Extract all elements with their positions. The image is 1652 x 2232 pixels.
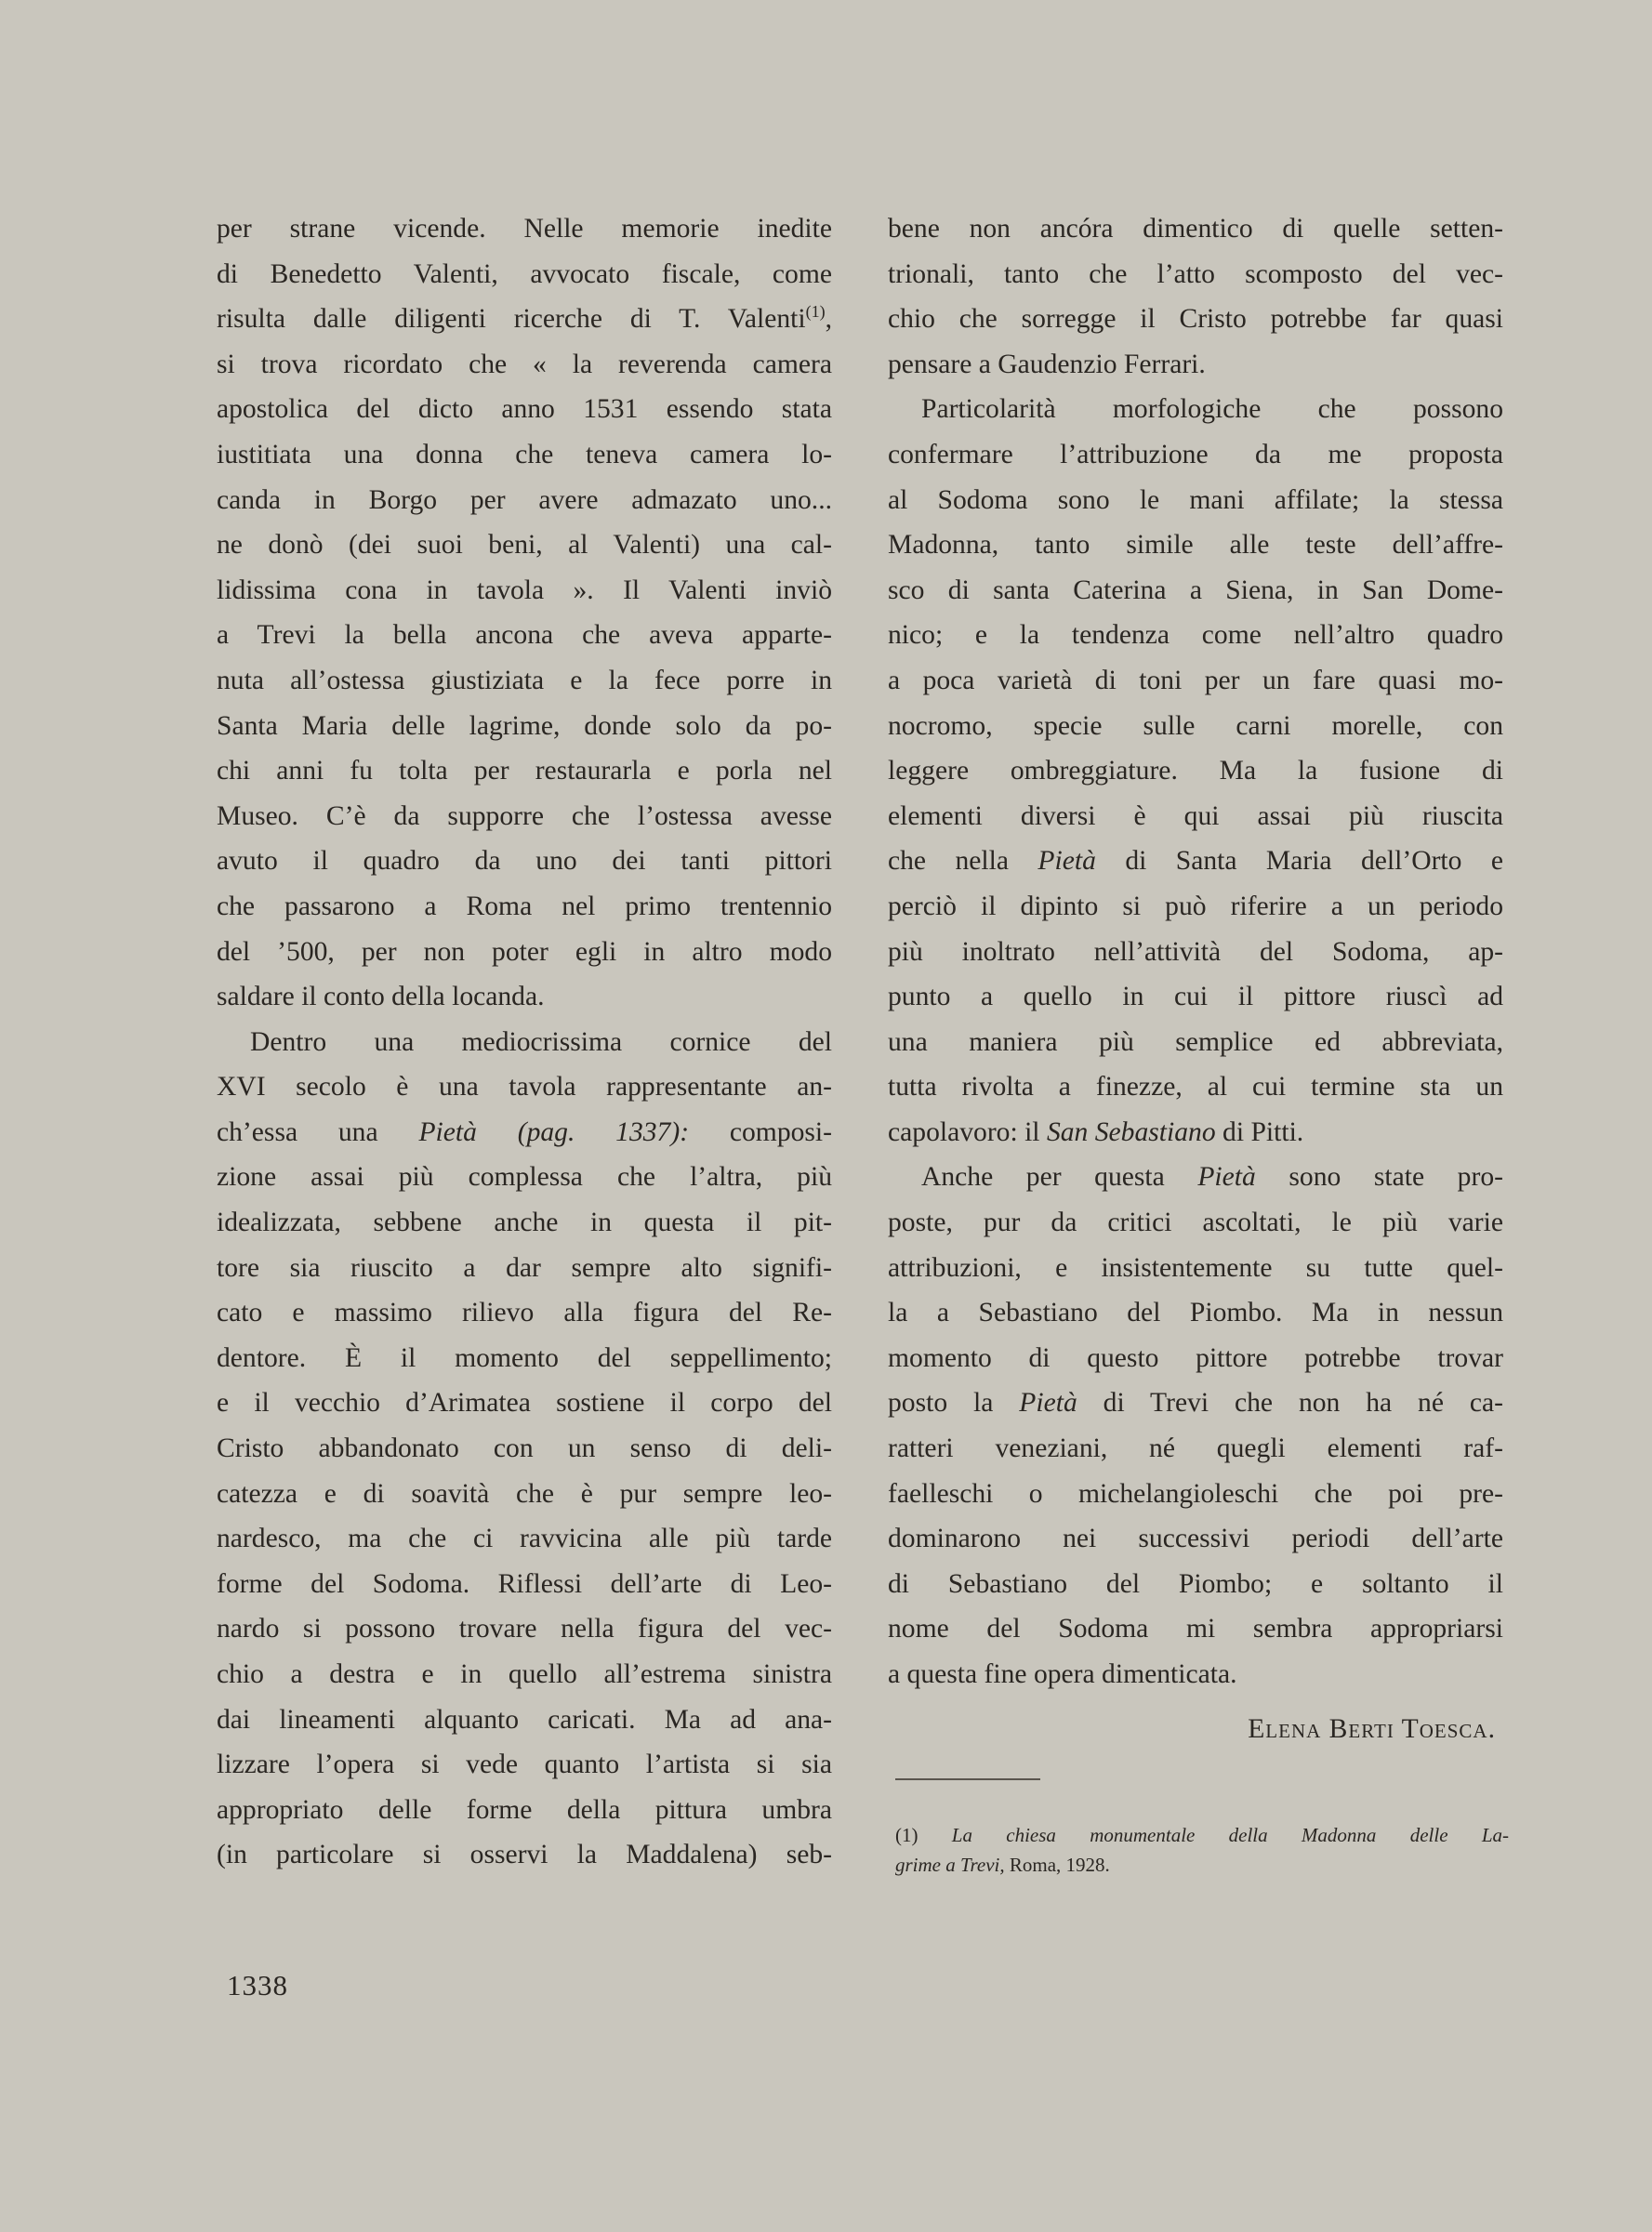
text-line: trionali, tanto che l’atto scomposto del vec- xyxy=(888,258,1503,289)
text-line: Dentro una mediocrissima cornice del xyxy=(250,1026,832,1057)
text-line: leggere ombreggiature. Ma la fusione di xyxy=(888,756,1503,786)
text-line: posto la Pietà di Trevi che non ha né ca- xyxy=(888,1388,1504,1419)
text-line: catezza e di soavità che è pur sempre leo- xyxy=(217,1478,832,1509)
text-line: ne donò (dei suoi beni, al Valenti) una cal- xyxy=(217,530,832,561)
text-line: tore sia riuscito a dar sempre alto signifi- xyxy=(217,1252,832,1283)
text-line: che nella Pietà di Santa Maria dell’Orto e xyxy=(888,846,1503,877)
text-line: Particolarità morfologiche che possono xyxy=(921,394,1503,425)
text-line: sco di santa Caterina a Siena, in San Dome- xyxy=(888,575,1503,605)
text-line: nardo si possono trovare nella figura del vec- xyxy=(217,1614,832,1644)
text-line: che passarono a Roma nel primo trentennio xyxy=(217,891,832,921)
text-line: a questa fine opera dimenticata. xyxy=(888,1659,1237,1689)
text-line: dai lineamenti alquanto caricati. Ma ad ana- xyxy=(217,1704,832,1735)
text-line: idealizzata, sebbene anche in questa il pit- xyxy=(217,1208,832,1238)
text-line: di Benedetto Valenti, avvocato fiscale, come xyxy=(217,258,832,289)
text-line: poste, pur da critici ascoltati, le più varie xyxy=(888,1208,1503,1238)
text-line: capolavoro: il San Sebastiano di Pitti. xyxy=(888,1116,1304,1147)
text-line: chi anni fu tolta per restaurarla e porla nel xyxy=(217,756,832,786)
text-line: nico; e la tendenza come nell’altro quadro xyxy=(888,620,1503,651)
text-line: saldare il conto della locanda. xyxy=(217,982,545,1012)
text-line: e il vecchio d’Arimatea sostiene il corpo del xyxy=(217,1388,832,1419)
left-column xyxy=(217,206,832,1878)
text-line: (in particolare si osservi la Maddalena) seb- xyxy=(217,1840,832,1870)
text-line: una maniera più semplice ed abbreviata, xyxy=(888,1026,1503,1057)
text-line: pensare a Gaudenzio Ferrari. xyxy=(888,349,1206,379)
text-line: appropriato delle forme della pittura umbra xyxy=(217,1794,832,1825)
text-line: perciò il dipinto si può riferire a un periodo xyxy=(888,891,1503,921)
text-line: nocromo, specie sulle carni morelle, con xyxy=(888,710,1503,741)
text-line: più inoltrato nell’attività del Sodoma, ap- xyxy=(888,936,1503,967)
text-line: bene non ancóra dimentico di quelle setten- xyxy=(888,214,1503,244)
text-line: zione assai più complessa che l’altra, più xyxy=(217,1162,832,1193)
author-signature: Elena Berti Toesca. xyxy=(1248,1713,1496,1744)
text-line: Madonna, tanto simile alle teste dell’affre- xyxy=(888,530,1503,561)
text-line: dentore. È il momento del seppellimento; xyxy=(217,1342,832,1373)
footnote xyxy=(895,1820,1509,1880)
text-line: la a Sebastiano del Piombo. Ma in nessun xyxy=(888,1298,1503,1328)
text-line: XVI secolo è una tavola rappresentante an- xyxy=(217,1072,832,1103)
footnote-ref: (1) xyxy=(805,302,826,322)
right-column xyxy=(888,206,1503,1751)
text-line: confermare l’attribuzione da me proposta xyxy=(888,439,1503,469)
text-line: faelleschi o michelangioleschi che poi pre- xyxy=(888,1478,1503,1509)
text-line: attribuzioni, e insistentemente su tutte quel- xyxy=(888,1252,1503,1283)
text-line: a poca varietà di toni per un fare quasi mo- xyxy=(888,665,1503,695)
text-line: al Sodoma sono le mani affilate; la stessa xyxy=(888,484,1503,515)
text-line: nardesco, ma che ci ravvicina alle più tarde xyxy=(217,1524,832,1554)
text-line: ch’essa una Pietà (pag. 1337): composi- xyxy=(217,1116,833,1147)
text-line: a Trevi la bella ancona che aveva apparte- xyxy=(217,620,832,651)
text-line: punto a quello in cui il pittore riuscì ad xyxy=(888,982,1503,1012)
text-line: Cristo abbandonato con un senso di deli- xyxy=(217,1433,832,1464)
footnote-line: grime a Trevi, Roma, 1928. xyxy=(895,1854,1110,1876)
text-line: lidissima cona in tavola ». Il Valenti inviò xyxy=(217,575,832,605)
text-line: risulta dalle diligenti ricerche di T. Valenti$^{(1)}$, xyxy=(217,302,832,335)
text-line: Museo. C’è da supporre che l’ostessa avesse xyxy=(217,800,832,831)
text-line: avuto il quadro da uno dei tanti pittori xyxy=(217,846,832,877)
text-line: di Sebastiano del Piombo; e soltanto il xyxy=(888,1568,1503,1599)
text-line: ratteri veneziani, né quegli elementi raf- xyxy=(888,1433,1503,1464)
text-line: iustitiata una donna che teneva camera lo- xyxy=(217,439,832,469)
text-line: Anche per questa Pietà sono state pro- xyxy=(921,1162,1503,1193)
text-line: per strane vicende. Nelle memorie inedite xyxy=(217,214,832,244)
text-line: apostolica del dicto anno 1531 essendo stata xyxy=(217,394,832,425)
text-line: nome del Sodoma mi sembra appropriarsi xyxy=(888,1614,1503,1644)
text-line: momento di questo pittore potrebbe trovar xyxy=(888,1342,1503,1373)
text-line: si trova ricordato che « la reverenda camera xyxy=(217,349,832,379)
footnote-line: (1) La chiesa monumentale della Madonna delle La- xyxy=(895,1824,1509,1846)
footnote-rule xyxy=(895,1778,1040,1780)
text-line: chio a destra e in quello all’estrema sinistra xyxy=(217,1659,832,1689)
text-line: forme del Sodoma. Riflessi dell’arte di Leo- xyxy=(217,1568,832,1599)
text-line: del ’500, per non poter egli in altro modo xyxy=(217,936,832,967)
text-line: canda in Borgo per avere admazato uno... xyxy=(217,484,832,515)
text-line: lizzare l’opera si vede quanto l’artista si sia xyxy=(217,1750,832,1780)
page-number: 1338 xyxy=(227,1969,288,2001)
text-line: dominarono nei successivi periodi dell’arte xyxy=(888,1524,1503,1554)
text-line: cato e massimo rilievo alla figura del Re- xyxy=(217,1298,832,1328)
text-line: nuta all’ostessa giustiziata e la fece porre in xyxy=(217,665,832,695)
text-line: Santa Maria delle lagrime, donde solo da po- xyxy=(217,710,832,741)
text-line: chio che sorregge il Cristo potrebbe far quasi xyxy=(888,304,1503,335)
text-line: tutta rivolta a finezze, al cui termine sta un xyxy=(888,1072,1503,1103)
text-line: elementi diversi è qui assai più riuscita xyxy=(888,800,1503,831)
